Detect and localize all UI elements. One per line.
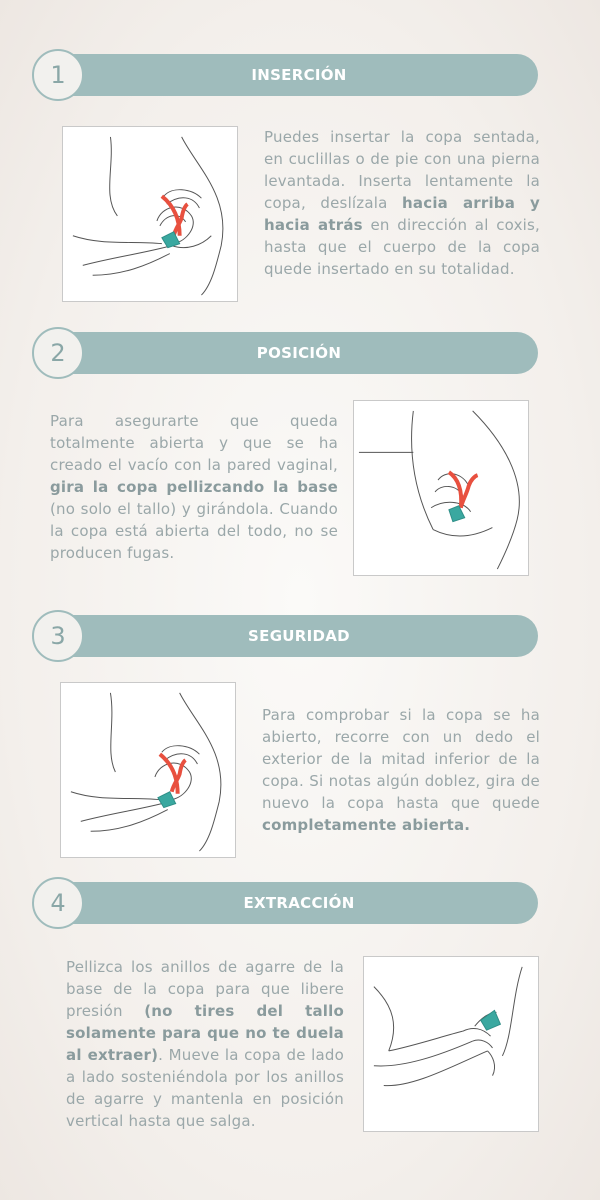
safety-illustration — [60, 682, 236, 858]
description-emphasis: gira la copa pellizcando la base — [50, 478, 338, 496]
description-text: Para comprobar si la copa se ha abierto, recorre con un dedo el exterior de la mitad inferior de la copa. Si notas algún doblez, gira de nuevo la copa hasta que quede — [262, 706, 540, 812]
description-emphasis: hacia arriba y hacia atrás — [264, 194, 540, 234]
position-illustration — [353, 400, 529, 576]
insertion-illustration — [62, 126, 238, 302]
step-number-badge: 2 — [32, 327, 84, 379]
step-title: EXTRACCIÓN — [243, 894, 355, 912]
step-description — [66, 956, 344, 1132]
step-description — [264, 126, 540, 280]
description-emphasis: completamente abierta. — [262, 816, 471, 834]
description-text: Para asegurarte que queda totalmente abierta y que se ha creado el vacío con la pared vaginal, — [50, 412, 338, 474]
step-title: INSERCIÓN — [251, 66, 347, 84]
step-number-badge: 1 — [32, 49, 84, 101]
description-text-end: (no solo el tallo) y girándola. Cuando la copa está abierta del todo, no se producen fugas. — [50, 500, 338, 562]
step-title: POSICIÓN — [256, 344, 342, 362]
step-title: SEGURIDAD — [248, 627, 350, 645]
description-text: Pellizca los anillos de agarre de la base de la copa para que libere presión — [66, 958, 344, 1020]
description-emphasis: (no tires del tallo solamente para que no te duela al extraer) — [66, 1002, 344, 1064]
description-text: Puedes insertar la copa sentada, en cuclillas o de pie con una pierna levantada. Inserta lentamente la copa, deslízala — [264, 128, 540, 212]
step-description — [262, 704, 540, 836]
step-description — [50, 410, 338, 564]
step-number-badge: 3 — [32, 610, 84, 662]
step-number-badge: 4 — [32, 877, 84, 929]
description-text-end: . Mueve la copa de lado a lado sosteniéndola por los anillos de agarre y mantenla en posición vertical hasta que salga. — [66, 1046, 345, 1130]
extraction-illustration — [363, 956, 539, 1132]
description-text-end: en dirección al coxis, hasta que el cuerpo de la copa quede insertado en su totalidad. — [264, 216, 540, 278]
